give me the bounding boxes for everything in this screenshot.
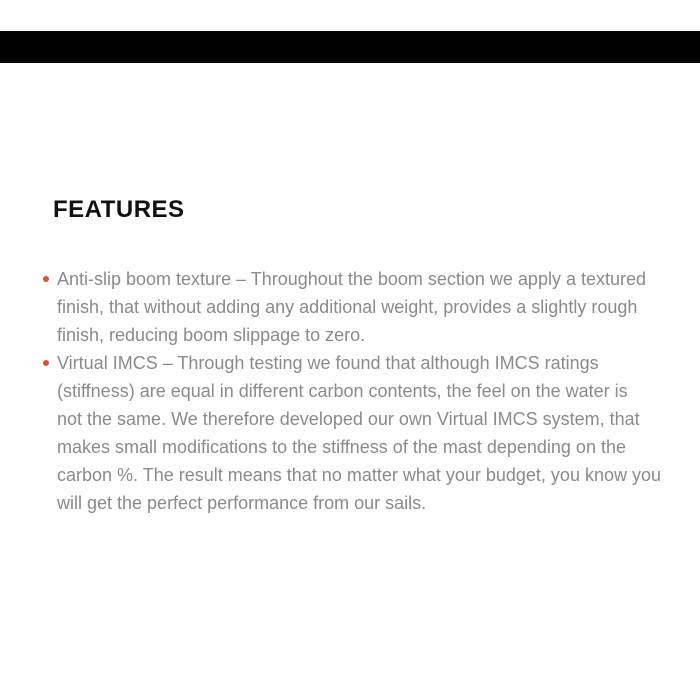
feature-text-line: Anti-slip boom texture – Throughout the boom section we apply a textured bbox=[57, 269, 647, 289]
bullet-icon bbox=[43, 360, 49, 366]
bullet-icon bbox=[43, 276, 49, 282]
feature-text-line: finish, that without adding any additional weight, provides a slightly rough bbox=[57, 297, 638, 317]
product-image-bar bbox=[0, 31, 700, 63]
feature-text-line: Virtual IMCS – Through testing we found that although IMCS ratings bbox=[57, 353, 599, 373]
feature-text-line: will get the perfect performance from our sails. bbox=[57, 493, 427, 513]
feature-text-line: makes small modifications to the stiffness of the mast depending on the bbox=[57, 437, 626, 457]
features-heading: FEATURES bbox=[53, 196, 185, 223]
feature-item bbox=[43, 349, 661, 517]
feature-text-line: not the same. We therefore developed our own Virtual IMCS system, that bbox=[57, 409, 640, 429]
feature-text-line: (stiffness) are equal in different carbon contents, the feel on the water is bbox=[57, 381, 628, 401]
feature-text-line: carbon %. The result means that no matter what your budget, you know you bbox=[57, 465, 662, 485]
feature-text-line: finish, reducing boom slippage to zero. bbox=[57, 325, 366, 345]
feature-item bbox=[43, 265, 661, 349]
features-list bbox=[43, 265, 661, 517]
